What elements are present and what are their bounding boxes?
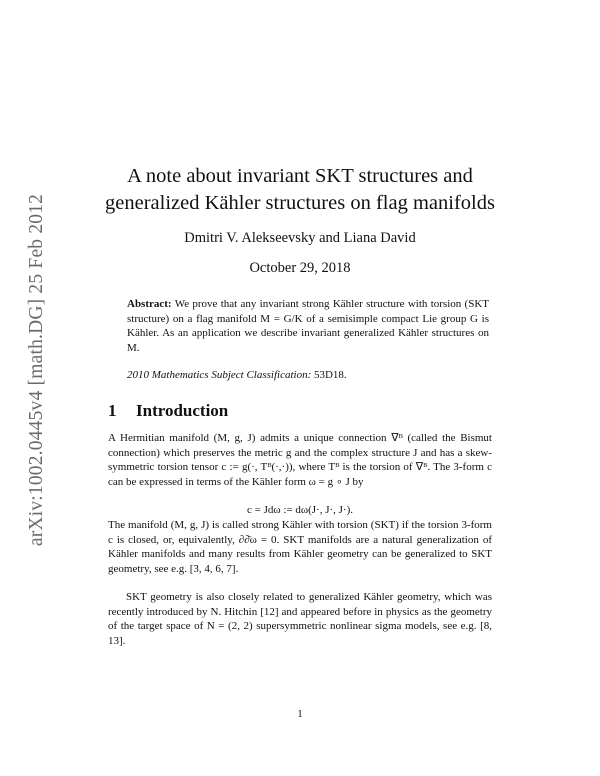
date: October 29, 2018 (249, 260, 351, 276)
abstract-text: We prove that any invariant strong Kähler structure with torsion (SKT structure) on a flag manifold M = G/K of a semisimple compact Lie group G is Kähler. As an application we describe invariant generalized Kähler structures on M. (127, 298, 489, 354)
abstract (127, 297, 489, 355)
paragraph-3: SKT geometry is also closely related to generalized Kähler geometry, which was recently introduced by N. Hitchin [12] and appeared before in physics as the geometry of the target space of N = (2, 2) supersymmetric nonlinear sigma models, see e.g. [8, 13]. (108, 591, 492, 647)
msc-value: 53D18. (313, 369, 347, 381)
authors: Dmitri V. Alekseevsky and Liana David (184, 230, 416, 246)
paragraph-1: A Hermitian manifold (M, g, J) admits a unique connection ∇ᴮ (called the Bismut connection) which preserves the metric g and the complex structure J and has a skew-symmetric torsion tensor c := g(·, Tᴮ(·,·)), where Tᴮ is the torsion of ∇ᴮ. The 3-form c can be expressed in terms of the Kähler form ω = g ∘ J by (108, 432, 492, 488)
arxiv-sidebar (22, 178, 52, 561)
title-line-1: A note about invariant SKT structures and (127, 165, 473, 187)
section-number: 1 (108, 401, 117, 420)
section-title: Introduction (136, 401, 229, 420)
paper-title (100, 163, 500, 217)
abstract-label: Abstract: (127, 298, 172, 310)
paragraph-2: The manifold (M, g, J) is called strong Kähler with torsion (SKT) if the torsion 3-form c is closed, or, equivalently, ∂∂̄ω = 0. SKT manifolds are a natural generalization of Kähler manifolds and many results from Kähler geometry can be generalized to SKT geometry, see e.g. [3, 4, 6, 7]. (108, 519, 492, 575)
msc-label: 2010 Mathematics Subject Classification: (127, 369, 312, 381)
title-line-2: generalized Kähler structures on flag manifolds (105, 192, 495, 214)
arxiv-identifier: arXiv:1002.0445v4 [math.DG] 25 Feb 2012 (26, 193, 47, 546)
subject-classification (127, 369, 489, 381)
section-heading (108, 401, 228, 421)
page-number: 1 (297, 708, 303, 720)
equation: c = Jdω := dω(J·, J·, J·). (246, 504, 353, 516)
